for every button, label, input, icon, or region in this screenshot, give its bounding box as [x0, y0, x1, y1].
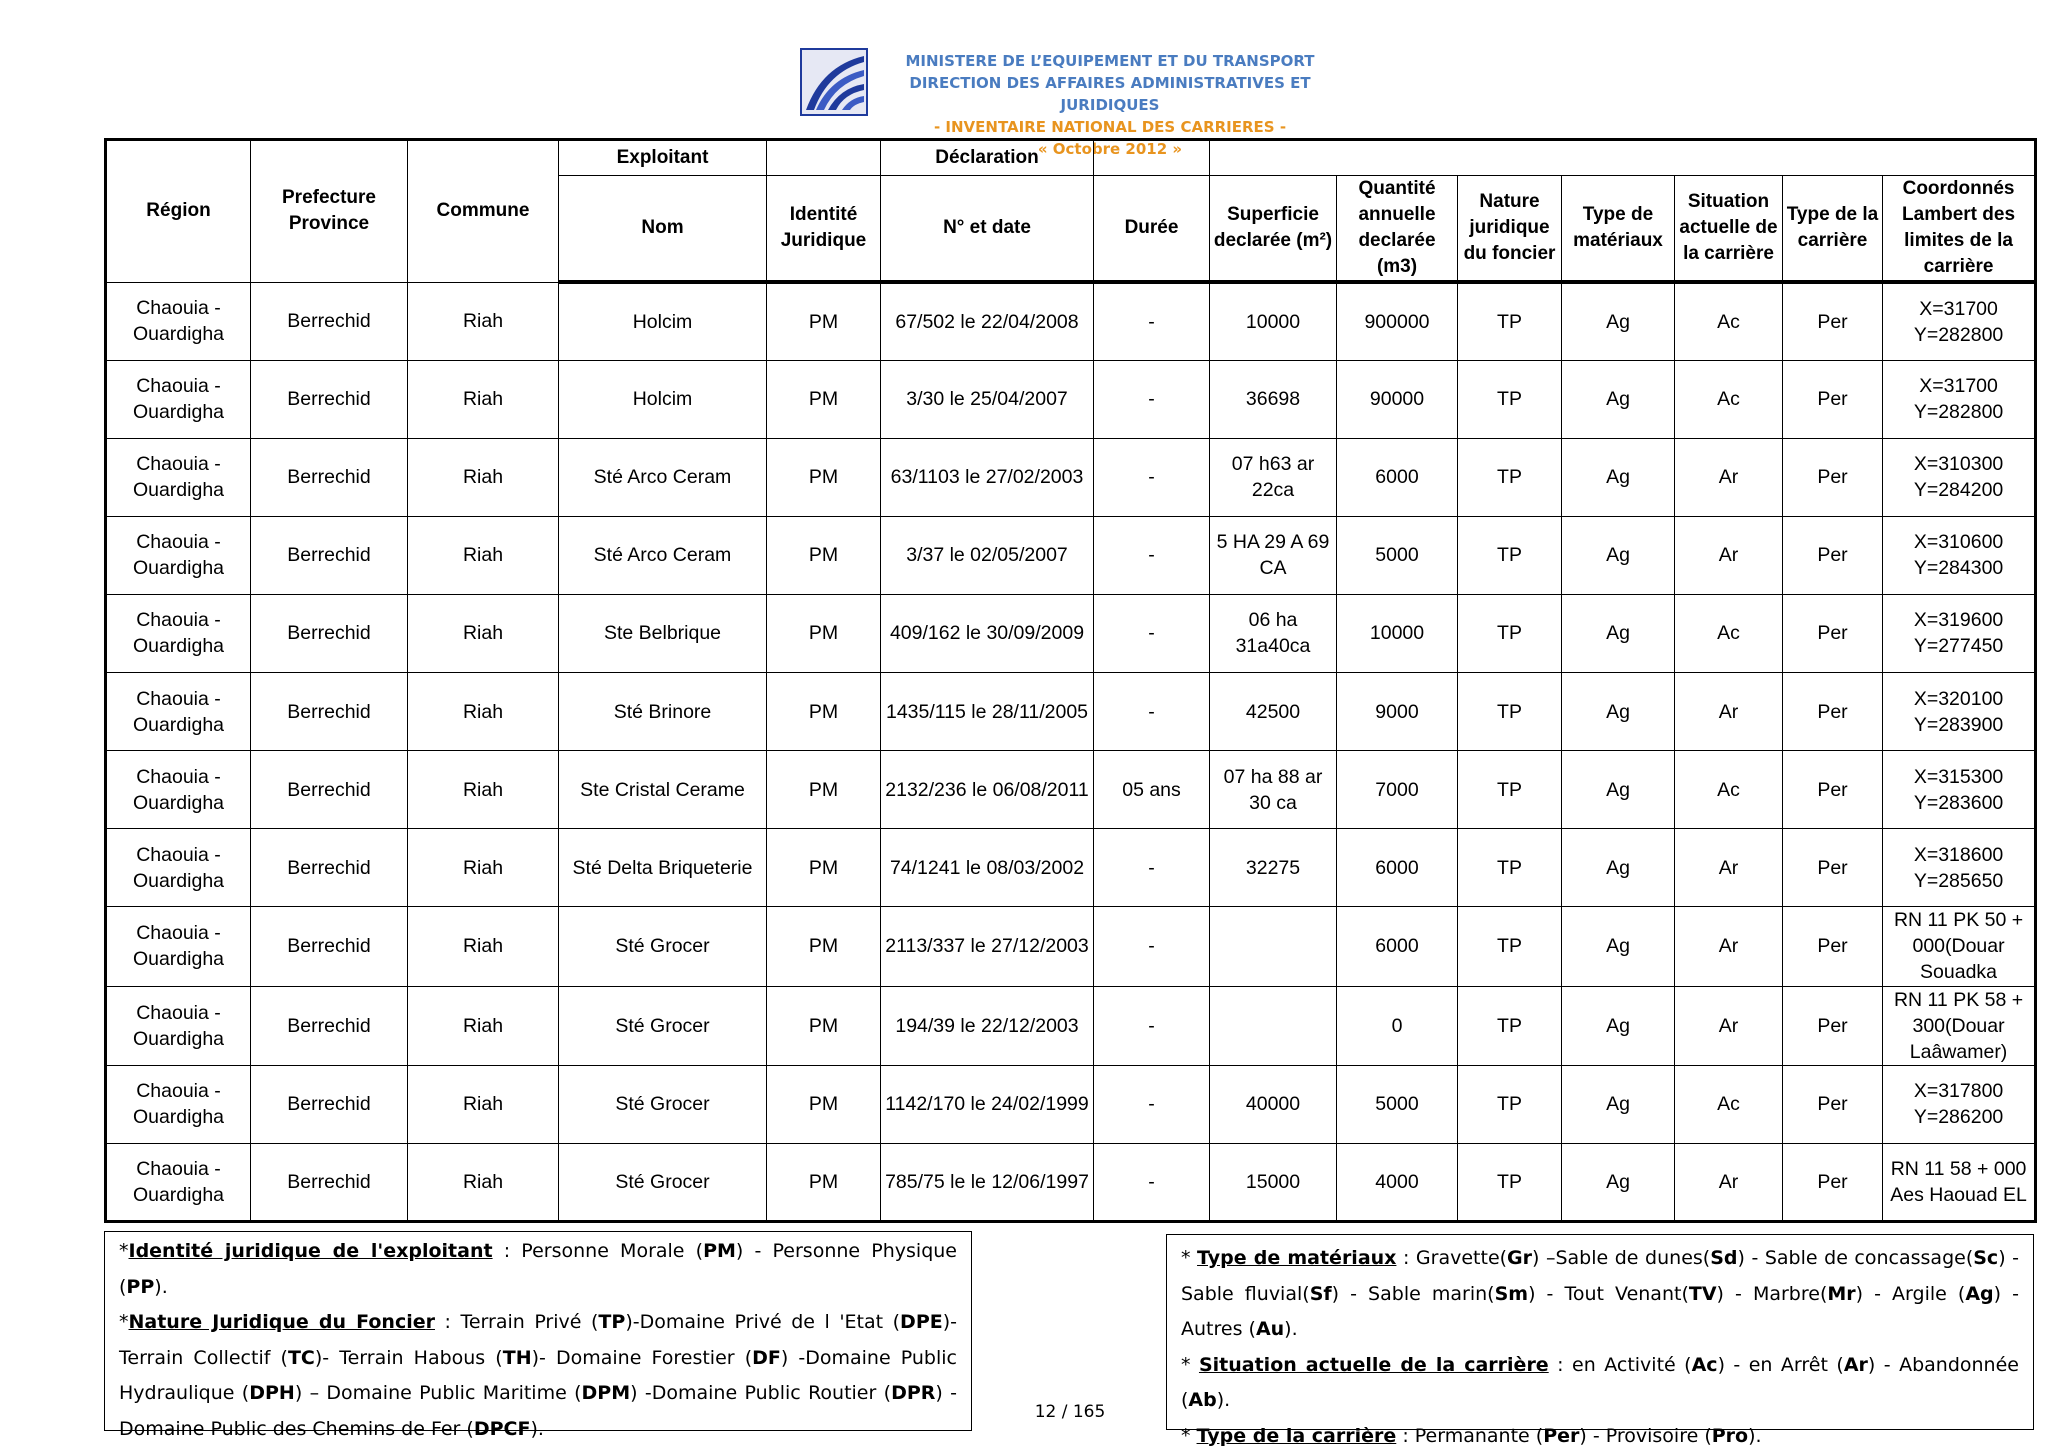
- legend-code: DF: [752, 1347, 781, 1369]
- table-row: [106, 986, 2036, 1065]
- cell-superficie: 06 ha 31a40ca: [1210, 594, 1337, 672]
- cell-situation: Ar: [1675, 829, 1783, 907]
- cell-situation: Ar: [1675, 1143, 1783, 1221]
- cell-coordonnees: RN 11 PK 58 + 300(Douar Laâwamer): [1883, 986, 2036, 1065]
- legend-code: Gr: [1507, 1247, 1532, 1269]
- cell-prefecture: Berrechid: [251, 594, 408, 672]
- cell-superficie: 10000: [1210, 282, 1337, 360]
- legend-text: ) - en Arrêt (: [1718, 1354, 1844, 1376]
- cell-quantite: 900000: [1337, 282, 1458, 360]
- cell-type-materiaux: Ag: [1562, 1065, 1675, 1143]
- legend-text: ) - Domaine Public des Chemins de Fer (: [119, 1382, 957, 1440]
- cell-prefecture: Berrechid: [251, 1065, 408, 1143]
- cell-commune: Riah: [408, 1065, 559, 1143]
- cell-nature: TP: [1458, 1143, 1562, 1221]
- cell-identite: PM: [767, 907, 881, 986]
- legend-code: Ar: [1844, 1354, 1868, 1376]
- cell-type-carriere: Per: [1783, 829, 1883, 907]
- cell-nom: Ste Belbrique: [559, 594, 767, 672]
- cell-nom: Holcim: [559, 282, 767, 360]
- cell-duree: -: [1094, 594, 1210, 672]
- cell-quantite: 6000: [1337, 438, 1458, 516]
- cell-prefecture: Berrechid: [251, 282, 408, 360]
- table-row: [106, 1143, 2036, 1221]
- legend-type-materiaux: [1181, 1241, 2019, 1348]
- col-header-quantite: Quantité annuelle declarée (m3): [1337, 176, 1458, 283]
- cell-type-materiaux: Ag: [1562, 751, 1675, 829]
- table-row: [106, 751, 2036, 829]
- cell-region: Chaouia - Ouardigha: [106, 829, 251, 907]
- legend-text: : Permanante (: [1396, 1425, 1543, 1447]
- cell-commune: Riah: [408, 673, 559, 751]
- cell-type-carriere: Per: [1783, 594, 1883, 672]
- cell-identite: PM: [767, 986, 881, 1065]
- legend-code: Sc: [1973, 1247, 1998, 1269]
- cell-situation: Ar: [1675, 986, 1783, 1065]
- cell-quantite: 9000: [1337, 673, 1458, 751]
- inventory-title: - INVENTAIRE NATIONAL DES CARRIERES -: [870, 116, 1350, 138]
- cell-identite: PM: [767, 1143, 881, 1221]
- cell-duree: -: [1094, 907, 1210, 986]
- legend-code: Au: [1256, 1318, 1284, 1340]
- legend-code: Sd: [1710, 1247, 1737, 1269]
- table-row: [106, 438, 2036, 516]
- quarries-table: [104, 138, 2037, 1223]
- legend-text: ) - Marbre(: [1717, 1283, 1828, 1305]
- cell-type-carriere: Per: [1783, 360, 1883, 438]
- cell-quantite: 6000: [1337, 907, 1458, 986]
- cell-nom: Sté Grocer: [559, 1143, 767, 1221]
- col-header-region: Région: [106, 140, 251, 283]
- cell-prefecture: Berrechid: [251, 516, 408, 594]
- table-row: [106, 282, 2036, 360]
- cell-numero-date: 3/37 le 02/05/2007: [881, 516, 1094, 594]
- cell-type-materiaux: Ag: [1562, 907, 1675, 986]
- cell-region: Chaouia - Ouardigha: [106, 438, 251, 516]
- cell-commune: Riah: [408, 986, 559, 1065]
- col-header-nom: Nom: [559, 176, 767, 283]
- legend-code: DPH: [249, 1382, 295, 1404]
- legend-term-identite: Identité juridique de l'exploitant: [129, 1240, 493, 1262]
- cell-type-carriere: Per: [1783, 673, 1883, 751]
- legend-situation: [1181, 1348, 2019, 1419]
- legend-text: : Personne Morale (: [493, 1240, 704, 1262]
- legend-code: DPCF: [474, 1418, 531, 1440]
- legend-bullet: *: [1181, 1354, 1199, 1376]
- legend-right: [1166, 1234, 2034, 1430]
- cell-quantite: 6000: [1337, 829, 1458, 907]
- legend-code: TH: [503, 1347, 532, 1369]
- legend-code: Pro: [1712, 1425, 1748, 1447]
- cell-prefecture: Berrechid: [251, 829, 408, 907]
- legend-code: Ag: [1965, 1283, 1993, 1305]
- cell-prefecture: Berrechid: [251, 673, 408, 751]
- cell-situation: Ac: [1675, 1065, 1783, 1143]
- legend-text: )- Terrain Habous (: [315, 1347, 503, 1369]
- legend-term-situation: Situation actuelle de la carrière: [1199, 1354, 1549, 1376]
- legend-type-carriere: [1181, 1419, 2019, 1454]
- legend-text: ) -Domaine Public Routier (: [630, 1382, 891, 1404]
- cell-commune: Riah: [408, 360, 559, 438]
- cell-prefecture: Berrechid: [251, 1143, 408, 1221]
- legend-text: ) - Abandonnée (: [1181, 1354, 2019, 1412]
- cell-prefecture: Berrechid: [251, 438, 408, 516]
- cell-numero-date: 1142/170 le 24/02/1999: [881, 1065, 1094, 1143]
- legend-text: ).: [1217, 1389, 1230, 1411]
- legend-code: Sm: [1495, 1283, 1528, 1305]
- cell-numero-date: 1435/115 le 28/11/2005: [881, 673, 1094, 751]
- cell-duree: -: [1094, 360, 1210, 438]
- legend-text: ).: [1748, 1425, 1761, 1447]
- legend-text: ) - Sable fluvial(: [1181, 1247, 2019, 1305]
- cell-commune: Riah: [408, 438, 559, 516]
- cell-nature: TP: [1458, 282, 1562, 360]
- legend-bullet: *: [1181, 1247, 1197, 1269]
- cell-duree: -: [1094, 516, 1210, 594]
- cell-prefecture: Berrechid: [251, 907, 408, 986]
- legend-code: DPM: [582, 1382, 631, 1404]
- cell-numero-date: 785/75 le le 12/06/1997: [881, 1143, 1094, 1221]
- cell-coordonnees: RN 11 58 + 000 Aes Haouad EL: [1883, 1143, 2036, 1221]
- table-row: [106, 594, 2036, 672]
- cell-commune: Riah: [408, 282, 559, 360]
- legend-term-type-materiaux: Type de matériaux: [1197, 1247, 1396, 1269]
- cell-nature: TP: [1458, 516, 1562, 594]
- legend-text: ) - Autres (: [1181, 1283, 2019, 1341]
- group-header-declaration: Déclaration: [881, 140, 1094, 176]
- col-header-type-materiaux: Type de matériaux: [1562, 176, 1675, 283]
- cell-identite: PM: [767, 360, 881, 438]
- cell-coordonnees: X=320100 Y=283900: [1883, 673, 2036, 751]
- cell-coordonnees: X=31700 Y=282800: [1883, 282, 2036, 360]
- cell-nom: Sté Brinore: [559, 673, 767, 751]
- legend-nature: [119, 1305, 957, 1447]
- cell-numero-date: 63/1103 le 27/02/2003: [881, 438, 1094, 516]
- table-row: [106, 907, 2036, 986]
- cell-nature: TP: [1458, 673, 1562, 751]
- cell-coordonnees: X=318600 Y=285650: [1883, 829, 2036, 907]
- direction-name: DIRECTION DES AFFAIRES ADMINISTRATIVES ET JURIDIQUES: [870, 72, 1350, 116]
- cell-type-materiaux: Ag: [1562, 1143, 1675, 1221]
- cell-identite: PM: [767, 673, 881, 751]
- legend-code: PP: [126, 1276, 154, 1298]
- legend-text: ) - Personne Physique (: [119, 1240, 957, 1298]
- legend-text: ) – Domaine Public Maritime (: [295, 1382, 582, 1404]
- legend-text: ) –Sable de dunes(: [1532, 1247, 1710, 1269]
- cell-nature: TP: [1458, 986, 1562, 1065]
- table-group-header-row: [106, 140, 2036, 176]
- cell-type-carriere: Per: [1783, 438, 1883, 516]
- cell-nature: TP: [1458, 751, 1562, 829]
- cell-duree: -: [1094, 438, 1210, 516]
- cell-nom: Sté Arco Ceram: [559, 438, 767, 516]
- group-header-blank: [767, 140, 881, 176]
- cell-prefecture: Berrechid: [251, 986, 408, 1065]
- cell-type-materiaux: Ag: [1562, 516, 1675, 594]
- legend-text: ).: [154, 1276, 167, 1298]
- cell-situation: Ac: [1675, 282, 1783, 360]
- cell-region: Chaouia - Ouardigha: [106, 594, 251, 672]
- cell-region: Chaouia - Ouardigha: [106, 360, 251, 438]
- cell-numero-date: 74/1241 le 08/03/2002: [881, 829, 1094, 907]
- legend-bullet: *: [119, 1311, 129, 1333]
- cell-superficie: 36698: [1210, 360, 1337, 438]
- cell-commune: Riah: [408, 829, 559, 907]
- group-header-blank: [1094, 140, 1210, 176]
- cell-commune: Riah: [408, 751, 559, 829]
- cell-superficie: 40000: [1210, 1065, 1337, 1143]
- cell-situation: Ar: [1675, 907, 1783, 986]
- legend-text: ) - Sable de concassage(: [1738, 1247, 1974, 1269]
- legend-text: ) - Tout Venant(: [1528, 1283, 1689, 1305]
- cell-superficie: 07 h63 ar 22ca: [1210, 438, 1337, 516]
- legend-term-type-carriere: Type de la carrière: [1197, 1425, 1397, 1447]
- legend-text: ) -Domaine Public Hydraulique (: [119, 1347, 957, 1405]
- legend-code: Ac: [1692, 1354, 1718, 1376]
- cell-region: Chaouia - Ouardigha: [106, 673, 251, 751]
- cell-region: Chaouia - Ouardigha: [106, 986, 251, 1065]
- cell-quantite: 7000: [1337, 751, 1458, 829]
- cell-duree: -: [1094, 1143, 1210, 1221]
- ministry-logo-icon: [800, 48, 868, 116]
- legend-text: ).: [530, 1418, 543, 1440]
- legend-code: Mr: [1827, 1283, 1855, 1305]
- legend-code: DPE: [900, 1311, 943, 1333]
- legend-text: )-Domaine Privé de l 'Etat (: [625, 1311, 900, 1333]
- cell-quantite: 5000: [1337, 516, 1458, 594]
- cell-duree: -: [1094, 673, 1210, 751]
- col-header-commune: Commune: [408, 140, 559, 283]
- cell-situation: Ar: [1675, 673, 1783, 751]
- legend-identite: [119, 1234, 957, 1305]
- cell-nature: TP: [1458, 829, 1562, 907]
- cell-identite: PM: [767, 594, 881, 672]
- col-header-coordonnees: Coordonnés Lambert des limites de la carrière: [1883, 176, 2036, 283]
- cell-nom: Sté Grocer: [559, 907, 767, 986]
- cell-nom: Sté Grocer: [559, 1065, 767, 1143]
- table-row: [106, 673, 2036, 751]
- cell-situation: Ac: [1675, 360, 1783, 438]
- legend-text: : Gravette(: [1396, 1247, 1507, 1269]
- cell-type-carriere: Per: [1783, 1143, 1883, 1221]
- page-number: 12 / 165: [1000, 1402, 1140, 1422]
- cell-identite: PM: [767, 516, 881, 594]
- cell-duree: -: [1094, 829, 1210, 907]
- cell-coordonnees: X=31700 Y=282800: [1883, 360, 2036, 438]
- cell-region: Chaouia - Ouardigha: [106, 907, 251, 986]
- cell-type-materiaux: Ag: [1562, 438, 1675, 516]
- cell-situation: Ar: [1675, 516, 1783, 594]
- cell-duree: 05 ans: [1094, 751, 1210, 829]
- cell-nom: Ste Cristal Cerame: [559, 751, 767, 829]
- cell-type-materiaux: Ag: [1562, 360, 1675, 438]
- cell-coordonnees: X=310300 Y=284200: [1883, 438, 2036, 516]
- cell-superficie: 5 HA 29 A 69 CA: [1210, 516, 1337, 594]
- cell-identite: PM: [767, 282, 881, 360]
- col-header-numero-date: N° et date: [881, 176, 1094, 283]
- legend-code: DPR: [891, 1382, 935, 1404]
- table-row: [106, 829, 2036, 907]
- cell-quantite: 90000: [1337, 360, 1458, 438]
- cell-quantite: 5000: [1337, 1065, 1458, 1143]
- cell-type-carriere: Per: [1783, 986, 1883, 1065]
- col-header-prefecture: Prefecture Province: [251, 140, 408, 283]
- cell-region: Chaouia - Ouardigha: [106, 282, 251, 360]
- cell-superficie: 15000: [1210, 1143, 1337, 1221]
- cell-superficie: 42500: [1210, 673, 1337, 751]
- legend-code: Per: [1543, 1425, 1579, 1447]
- cell-superficie: 32275: [1210, 829, 1337, 907]
- cell-coordonnees: X=319600 Y=277450: [1883, 594, 2036, 672]
- legend-text: ) - Provisoire (: [1579, 1425, 1711, 1447]
- cell-type-materiaux: Ag: [1562, 829, 1675, 907]
- cell-nature: TP: [1458, 360, 1562, 438]
- cell-type-materiaux: Ag: [1562, 594, 1675, 672]
- cell-quantite: 0: [1337, 986, 1458, 1065]
- cell-numero-date: 3/30 le 25/04/2007: [881, 360, 1094, 438]
- cell-nature: TP: [1458, 438, 1562, 516]
- col-header-duree: Durée: [1094, 176, 1210, 283]
- cell-nature: TP: [1458, 1065, 1562, 1143]
- cell-type-carriere: Per: [1783, 1065, 1883, 1143]
- table-row: [106, 516, 2036, 594]
- cell-coordonnees: RN 11 PK 50 + 000(Douar Souadka: [1883, 907, 2036, 986]
- legend-left: [104, 1231, 972, 1431]
- cell-nom: Holcim: [559, 360, 767, 438]
- legend-code: Ab: [1188, 1389, 1216, 1411]
- cell-duree: -: [1094, 1065, 1210, 1143]
- cell-quantite: 4000: [1337, 1143, 1458, 1221]
- table-body: [106, 282, 2036, 1222]
- col-header-situation: Situation actuelle de la carrière: [1675, 176, 1783, 283]
- legend-term-nature: Nature Juridique du Foncier: [129, 1311, 435, 1333]
- cell-prefecture: Berrechid: [251, 360, 408, 438]
- cell-region: Chaouia - Ouardigha: [106, 516, 251, 594]
- cell-numero-date: 2132/236 le 06/08/2011: [881, 751, 1094, 829]
- page-header: [0, 48, 2048, 140]
- cell-superficie: [1210, 986, 1337, 1065]
- legend-text: ) - Sable marin(: [1332, 1283, 1495, 1305]
- legend-text: ).: [1284, 1318, 1297, 1340]
- cell-nom: Sté Arco Ceram: [559, 516, 767, 594]
- legend-code: TP: [598, 1311, 625, 1333]
- cell-duree: -: [1094, 282, 1210, 360]
- ministry-name: MINISTERE DE L’EQUIPEMENT ET DU TRANSPORT: [870, 50, 1350, 72]
- cell-type-materiaux: Ag: [1562, 673, 1675, 751]
- cell-nature: TP: [1458, 594, 1562, 672]
- cell-identite: PM: [767, 829, 881, 907]
- cell-commune: Riah: [408, 907, 559, 986]
- cell-type-materiaux: Ag: [1562, 282, 1675, 360]
- cell-nom: Sté Delta Briqueterie: [559, 829, 767, 907]
- col-header-nature: Nature juridique du foncier: [1458, 176, 1562, 283]
- cell-nom: Sté Grocer: [559, 986, 767, 1065]
- cell-identite: PM: [767, 1065, 881, 1143]
- cell-superficie: 07 ha 88 ar 30 ca: [1210, 751, 1337, 829]
- legend-text: ) - Argile (: [1856, 1283, 1966, 1305]
- cell-numero-date: 2113/337 le 27/12/2003: [881, 907, 1094, 986]
- cell-type-carriere: Per: [1783, 751, 1883, 829]
- cell-numero-date: 67/502 le 22/04/2008: [881, 282, 1094, 360]
- cell-region: Chaouia - Ouardigha: [106, 751, 251, 829]
- legend-text: )- Terrain Collectif (: [119, 1311, 957, 1369]
- cell-coordonnees: X=315300 Y=283600: [1883, 751, 2036, 829]
- cell-situation: Ac: [1675, 594, 1783, 672]
- cell-identite: PM: [767, 751, 881, 829]
- col-header-type-carriere: Type de la carrière: [1783, 176, 1883, 283]
- legend-bullet: *: [1181, 1425, 1197, 1447]
- cell-type-materiaux: Ag: [1562, 986, 1675, 1065]
- legend-bullet: *: [119, 1240, 129, 1262]
- cell-commune: Riah: [408, 1143, 559, 1221]
- legend-text: : en Activité (: [1549, 1354, 1692, 1376]
- cell-numero-date: 194/39 le 22/12/2003: [881, 986, 1094, 1065]
- cell-region: Chaouia - Ouardigha: [106, 1065, 251, 1143]
- legend-code: Sf: [1310, 1283, 1332, 1305]
- cell-type-carriere: Per: [1783, 907, 1883, 986]
- cell-nature: TP: [1458, 907, 1562, 986]
- cell-prefecture: Berrechid: [251, 751, 408, 829]
- cell-commune: Riah: [408, 594, 559, 672]
- cell-coordonnees: X=317800 Y=286200: [1883, 1065, 2036, 1143]
- cell-superficie: [1210, 907, 1337, 986]
- cell-identite: PM: [767, 438, 881, 516]
- cell-duree: -: [1094, 986, 1210, 1065]
- table-row: [106, 360, 2036, 438]
- cell-type-carriere: Per: [1783, 516, 1883, 594]
- cell-type-carriere: Per: [1783, 282, 1883, 360]
- group-header-exploitant: Exploitant: [559, 140, 767, 176]
- col-header-identite: Identité Juridique: [767, 176, 881, 283]
- group-header-blank: [1210, 140, 2036, 176]
- legend-text: )- Domaine Forestier (: [532, 1347, 753, 1369]
- cell-numero-date: 409/162 le 30/09/2009: [881, 594, 1094, 672]
- inventory-date: « Octobre 2012 »: [870, 138, 1350, 160]
- legend-code: TC: [288, 1347, 315, 1369]
- table-row: [106, 1065, 2036, 1143]
- legend-code: TV: [1689, 1283, 1717, 1305]
- col-header-superficie: Superficie declarée (m²): [1210, 176, 1337, 283]
- cell-quantite: 10000: [1337, 594, 1458, 672]
- legend-text: : Terrain Privé (: [435, 1311, 598, 1333]
- legend-code: PM: [703, 1240, 736, 1262]
- cell-region: Chaouia - Ouardigha: [106, 1143, 251, 1221]
- cell-situation: Ar: [1675, 438, 1783, 516]
- cell-situation: Ac: [1675, 751, 1783, 829]
- cell-commune: Riah: [408, 516, 559, 594]
- cell-coordonnees: X=310600 Y=284300: [1883, 516, 2036, 594]
